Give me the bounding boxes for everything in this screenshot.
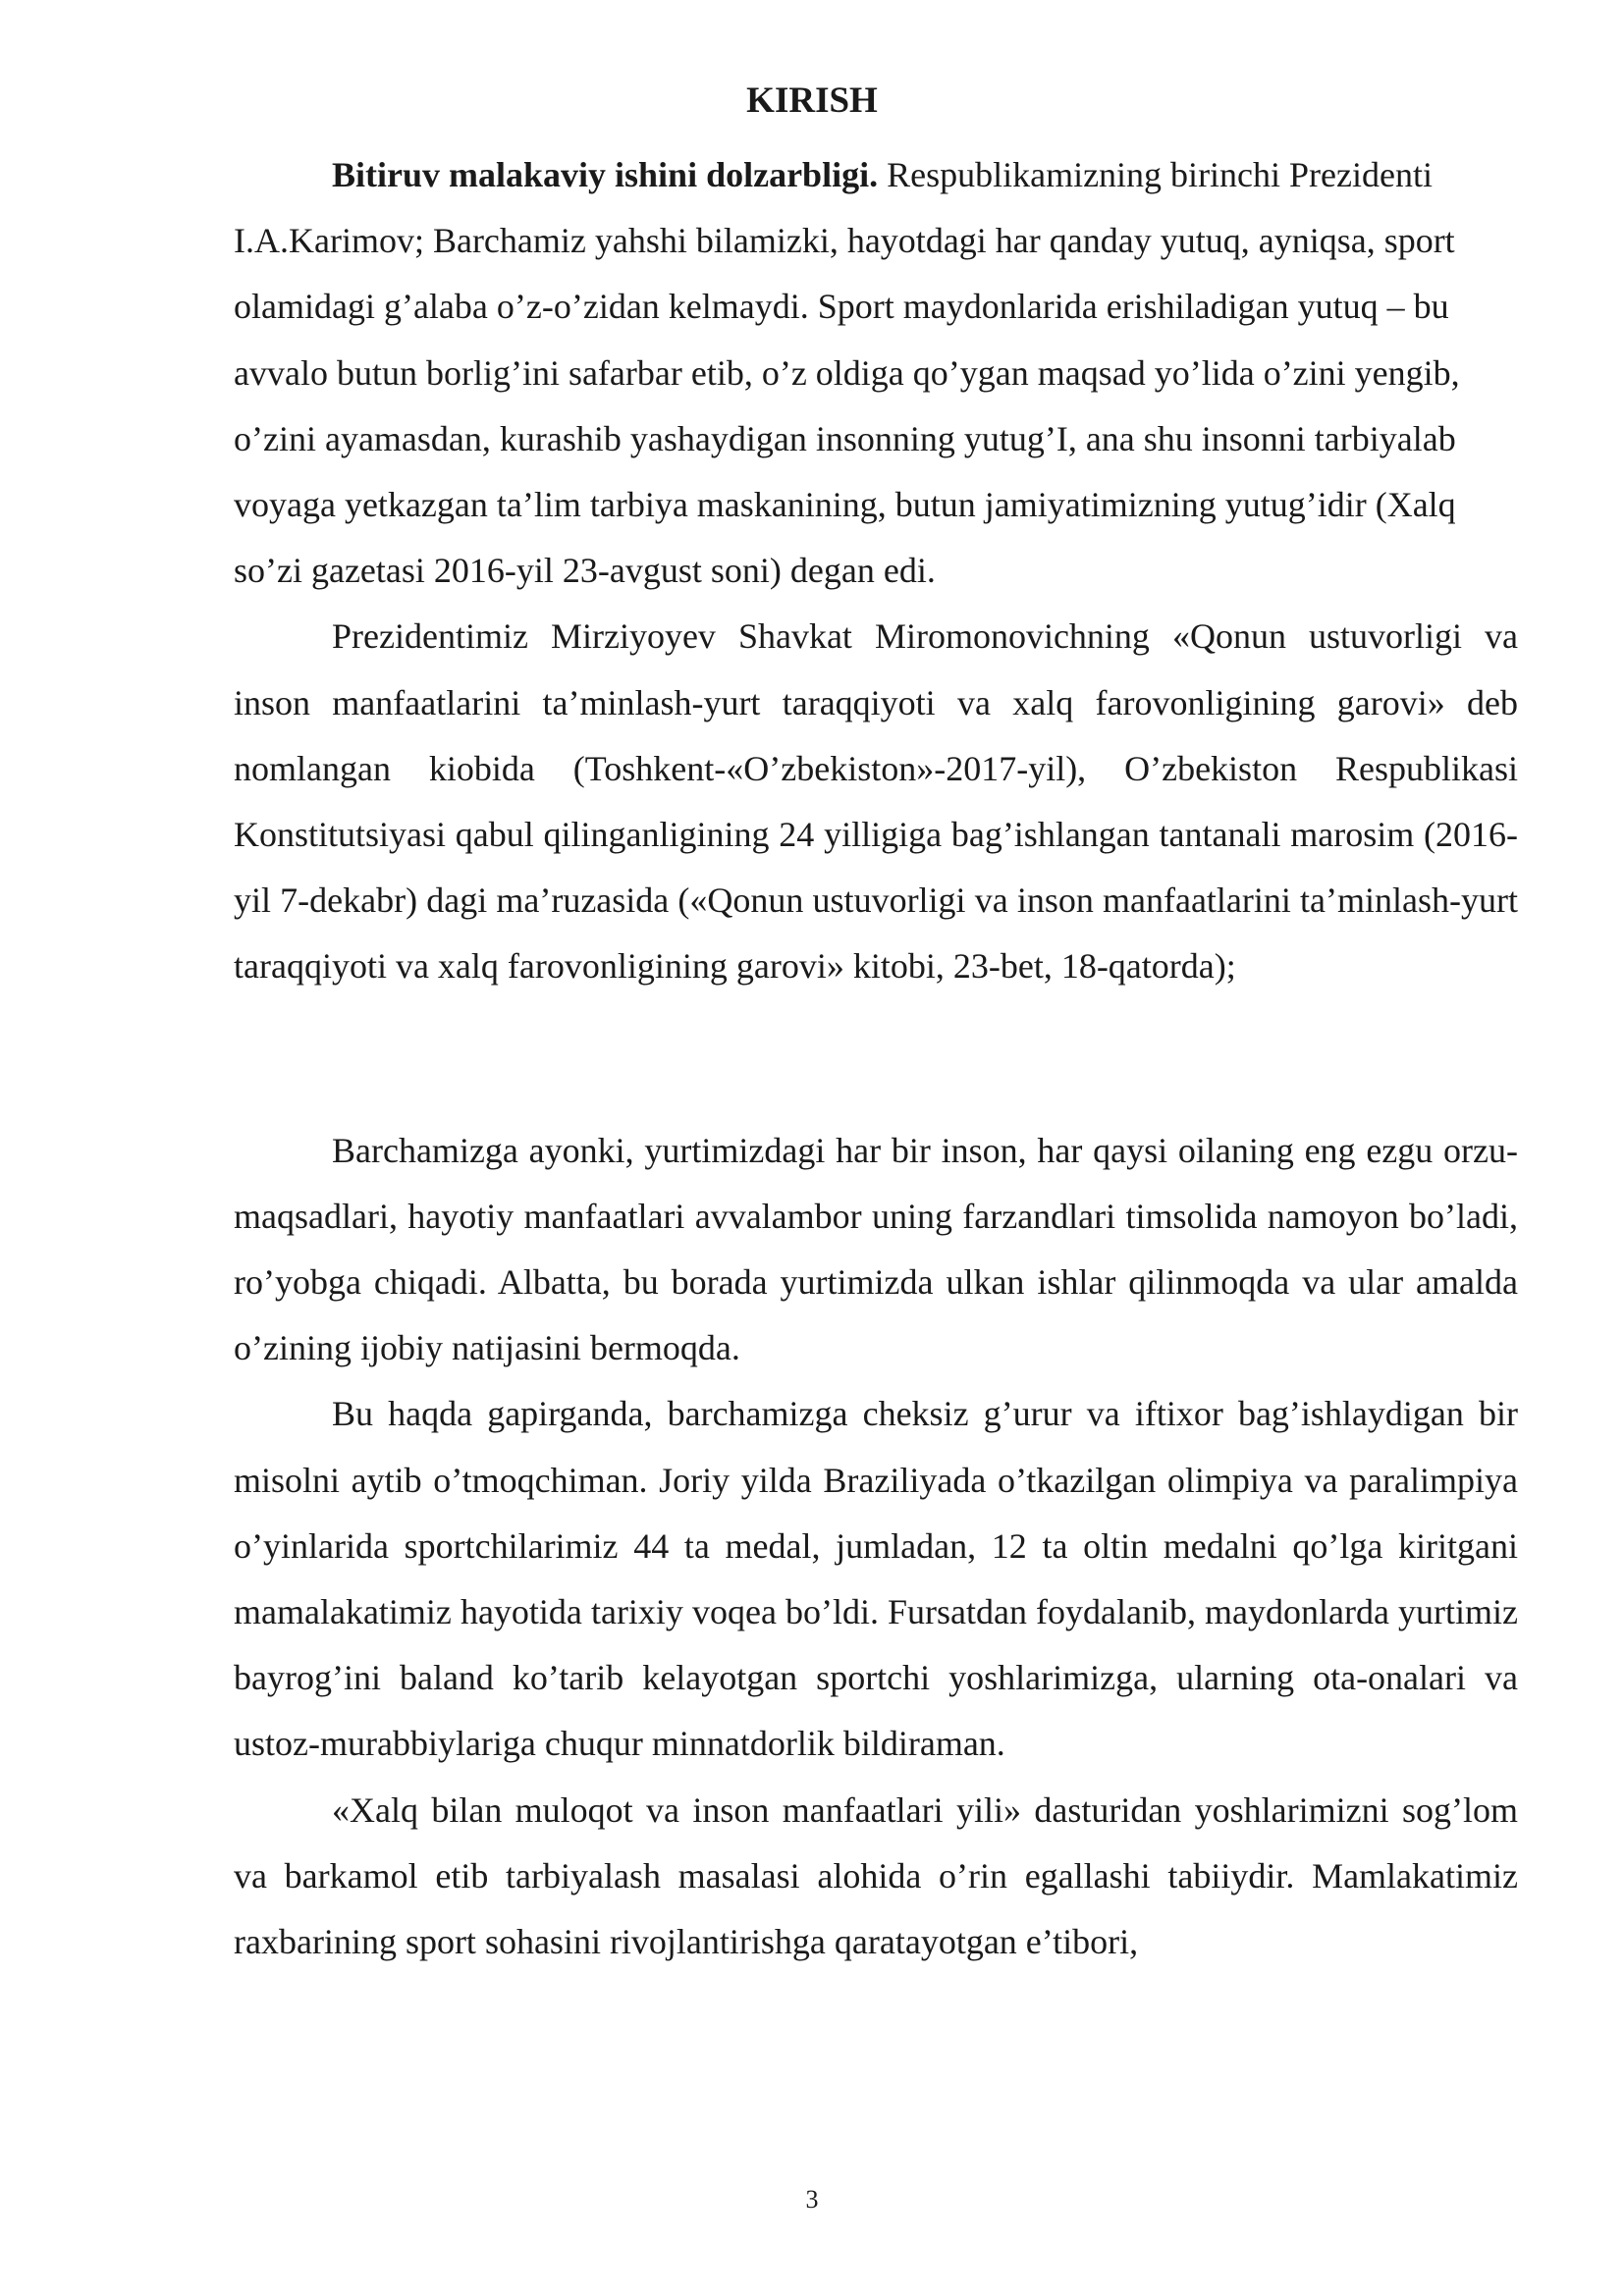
body-text — [234, 142, 1518, 1975]
paragraph-youth: «Xalq bilan muloqot va inson manfaatlari yili» dasturidan yoshlarimizni sog’lom va barkamol etib tarbiyalash masalasi alohida o’rin egallashi tabiiydir. Mamlakatimiz raxbarining sport sohasini rivojlantirishga qaratayotgan e’tibori, — [234, 1789, 1518, 1962]
paragraph-president-book: Prezidentimiz Mirziyoyev Shavkat Miromonovichning «Qonun ustuvorligi va inson manfaatlarini ta’minlash-yurt taraqqiyoti va xalq farovonligining garovi» deb nomlangan kiobida (Toshkent-«O’zbekiston»-2017-yil), O’zbekiston Respublikasi Konstitutsiyasi qabul qilinganligining 24 yilligiga bag’ishlangan tantanali marosim (2016-yil 7-dekabr) dagi ma’ruzasida («Qonun ustuvorligi va inson manfaatlarini ta’minlash-yurt taraqqiyoti va xalq farovonligining garovi» kitobi, 23-bet, 18-qatorda); — [234, 616, 1518, 987]
page-number: 3 — [805, 2185, 819, 2214]
paragraph-olympics: Bu haqda gapirganda, barchamizga cheksiz g’urur va iftixor bag’ishlaydigan bir misolni aytib o’tmoqchiman. Joriy yilda Braziliyada o’tkazilgan olimpiya va paralimpiya o’yinlarida sportchilarimiz 44 ta medal, jumladan, 12 ta oltin medalni qo’lga kiritgani mamalakatimiz hayotida tarixiy voqea bo’ldi. Fursatdan foydalanib, maydonlarda yurtimiz bayrog’ini baland ko’tarib kelayotgan sportchi yoshlarimizga, ularning ota-onalari va ustoz-murabbiylariga chuqur minnatdorlik bildiraman. — [234, 1394, 1518, 1764]
section-heading: KIRISH — [746, 80, 878, 121]
paragraph-gap — [234, 1000, 1518, 1118]
paragraph-aspirations: Barchamizga ayonki, yurtimizdagi har bir inson, har qaysi oilaning eng ezgu orzu-maqsadlari, hayotiy manfaatlari avvalambor uning farzandlari timsolida namoyon bo’ladi, ro’yobga chiqadi. Albatta, bu borada yurtimizda ulkan ishlar qilinmoqda va ular amalda o’zining ijobiy natijasini bermoqda. — [234, 1130, 1518, 1368]
paragraph-relevance — [234, 142, 1518, 604]
paragraph-text: Respublikamizning birinchi Prezidenti I.A.Karimov; Barchamiz yahshi bilamizki, hayotdagi har qanday yutuq, ayniqsa, sport olamidagi g’alaba o’z-o’zidan kelmaydi. Sport maydonlarida erishiladigan yutuq – bu avvalo butun borlig’ini safarbar etib, o’z oldiga qo’ygan maqsad yo’lida o’zini yengib, o’zini ayamasdan, kurashib yashaydigan insonning yutug’I, ana shu insonni tarbiyalab voyaga yetkazgan ta’lim tarbiya maskanining, butun jamiyatimizning yutug’idir (Xalq so’zi gazetasi 2016-yil 23-avgust soni) degan edi. — [234, 155, 1460, 591]
paragraph-lead: Bitiruv malakaviy ishini dolzarbligi. — [332, 155, 879, 194]
